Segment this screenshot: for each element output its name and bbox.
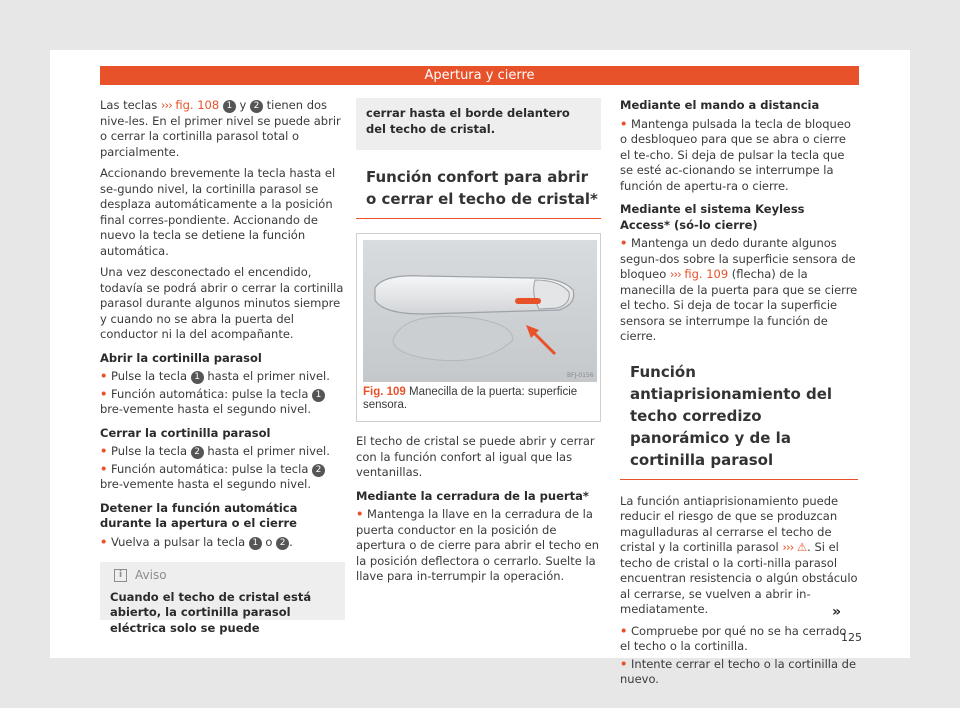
text: Las teclas	[100, 98, 161, 112]
list-item	[356, 507, 601, 585]
heading-mando: Mediante el mando a distancia	[620, 98, 820, 112]
key-2-badge: 2	[276, 537, 289, 550]
section-title-confort: Función confort para abrir o cerrar el techo de cristal*	[356, 166, 601, 219]
column-middle	[356, 98, 601, 587]
text: Pulse la tecla	[111, 444, 191, 458]
text: Compruebe por qué no se ha cerrado el techo o la cortinilla.	[620, 623, 847, 653]
reference-arrow[interactable]: ›››	[782, 540, 794, 554]
list-item	[100, 444, 345, 460]
text: y	[235, 98, 250, 112]
reference-arrow[interactable]: ›››	[160, 98, 172, 112]
bullet-icon: •	[100, 461, 108, 476]
heading-cerrar: Cerrar la cortinilla parasol	[100, 425, 271, 440]
aviso-header	[100, 562, 345, 587]
text: Mantenga un dedo durante algunos segun-dos sobre la superficie sensora de bloqueo	[620, 236, 856, 281]
bullet-icon: •	[620, 623, 628, 638]
bullet-icon: •	[620, 236, 628, 250]
list-item	[100, 387, 345, 418]
reference-arrow[interactable]: ›››	[669, 267, 681, 281]
list-item	[100, 462, 345, 493]
caption-text: Manecilla de la puerta: superficie sensora.	[363, 386, 578, 411]
text: o	[261, 534, 277, 549]
heading-detener: Detener la función automática durante la apertura o el cierre	[100, 500, 298, 530]
paragraph-confort: El techo de cristal se puede abrir y cerrar con la función confort al igual que las ventanillas.	[356, 434, 595, 479]
list-item	[100, 369, 345, 385]
key-1-badge: 1	[191, 371, 204, 384]
text: Mantenga pulsada la tecla de bloqueo o desbloqueo para que se abra o cierre el te-cho. Si deja de pulsar la tecla que se esté ac-cionando se interrumpe la función de apertu-ra o cierre.	[620, 116, 851, 193]
warning-icon[interactable]: ⚠	[793, 540, 808, 554]
text: tienen dos nive-les. En el primer nivel se puede abrir o cerrar la cortinilla parasol total o parcialmente.	[100, 98, 341, 159]
text: Función automática: pulse la tecla	[111, 461, 313, 476]
column-right	[620, 98, 858, 690]
page-number: 125	[841, 631, 862, 644]
bullet-icon: •	[100, 444, 108, 458]
list-item	[620, 657, 858, 688]
text: .	[289, 534, 293, 549]
paragraph-antiaprisionamiento	[620, 494, 858, 618]
bullet-icon: •	[100, 386, 108, 401]
list-item	[100, 535, 345, 551]
paragraph-accionando: Accionando brevemente la tecla hasta el se-gundo nivel, la cortinilla parasol se desplaza automáticamente a la posición final corres-pondiente. Accionando de nuevo la tecla se detiene la función automática.	[100, 166, 336, 258]
door-handle-illustration	[363, 240, 597, 382]
key-1-badge: 1	[312, 389, 325, 402]
key-2-badge: 2	[250, 100, 263, 113]
key-1-badge: 1	[223, 100, 236, 113]
column-left	[100, 98, 345, 635]
aviso-box	[100, 562, 345, 635]
fig-109-link[interactable]: fig. 109	[680, 267, 729, 281]
key-2-badge: 2	[312, 464, 325, 477]
text: Intente cerrar el techo o la cortinilla de nuevo.	[620, 656, 857, 686]
text: La función antiaprisionamiento puede reducir el riesgo de que se produzcan magulladuras al cerrarse el techo de cristal y la cortinilla parasol	[620, 493, 839, 554]
text: . Si el techo de cristal o la corti-nilla parasol encuentran resistencia o algún obstáculo al cerrarse, se vuelven a abrir in-mediatamente.	[620, 540, 858, 616]
bullet-icon: •	[620, 116, 628, 131]
list-item	[620, 117, 858, 195]
text: Mantenga la llave en la cerradura de la puerta conductor en la posición de apertura o de cierre para abrir el techo en la posición deflectora o cerrarlo. Suelte la llave para in-terrumpir la operación.	[356, 507, 600, 583]
fig-108-link[interactable]: fig. 108	[171, 98, 223, 112]
figure-caption	[363, 386, 593, 412]
figure-code: BFJ-0156	[567, 372, 594, 379]
paragraph-teclas	[100, 98, 345, 160]
heading-keyless: Mediante el sistema Keyless Access* (só-lo cierre)	[620, 202, 805, 232]
list-item	[620, 624, 858, 655]
key-2-badge: 2	[191, 446, 204, 459]
aviso-text: Cuando el techo de cristal está abierto, la cortinilla parasol eléctrica solo se puede	[110, 589, 312, 635]
bullet-icon: •	[100, 369, 108, 383]
text: bre-vemente hasta el segundo nivel.	[100, 477, 311, 491]
text: bre-vemente hasta el segundo nivel.	[100, 402, 311, 416]
text: Función automática: pulse la tecla	[111, 386, 313, 401]
text: (flecha) de la manecilla de la puerta para que se cierre el techo. Si deja de tocar la superficie sensora se interrumpe la función de cierre.	[620, 267, 858, 343]
section-header: Apertura y cierre	[100, 66, 859, 85]
bullet-icon: •	[620, 656, 628, 671]
figure-109	[356, 233, 601, 422]
info-icon: i	[114, 569, 127, 582]
list-item	[620, 236, 858, 345]
text: hasta el primer nivel.	[203, 369, 330, 383]
heading-cerradura: Mediante la cerradura de la puerta*	[356, 488, 589, 503]
aviso-continuation: cerrar hasta el borde delantero del techo de cristal.	[356, 98, 601, 150]
text: Vuelva a pulsar la tecla	[111, 534, 249, 549]
continue-icon: »	[832, 604, 842, 620]
text: hasta el primer nivel.	[203, 444, 330, 458]
paragraph-desconectado: Una vez desconectado el encendido, todavía se podrá abrir o cerrar la cortinilla parasol durante algunos minutos siempre y cuando no se abra la puerta del conductor ni la del acompañante.	[100, 265, 344, 341]
key-1-badge: 1	[249, 537, 262, 550]
bullet-icon: •	[100, 534, 108, 549]
text: Pulse la tecla	[111, 369, 191, 383]
bullet-icon: •	[356, 507, 364, 521]
aviso-title: Aviso	[135, 568, 167, 582]
figure-label: Fig. 109	[363, 386, 406, 398]
section-title-antiaprisionamiento: Función antiaprisionamiento del techo corredizo panorámico y de la cortinilla parasol	[620, 361, 858, 480]
heading-abrir: Abrir la cortinilla parasol	[100, 350, 262, 365]
